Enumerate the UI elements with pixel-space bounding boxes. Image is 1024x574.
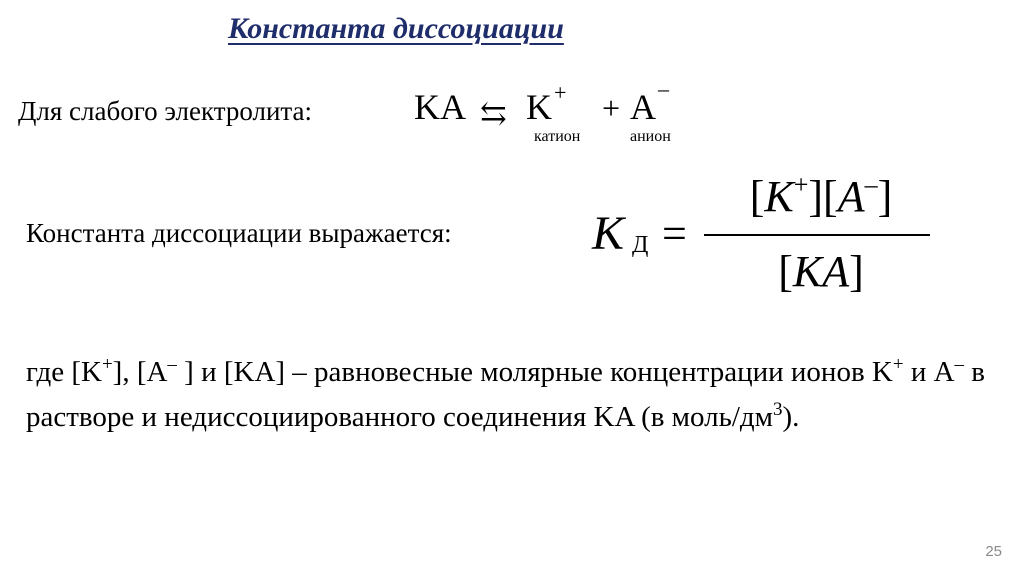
- anion-label: анион: [630, 128, 671, 145]
- page-number: 25: [985, 543, 1002, 560]
- equilibrium-arrow-icon: ⇆: [480, 95, 507, 131]
- slide-title: Константа диссоциации: [228, 12, 564, 45]
- anion-charge: –: [658, 76, 669, 101]
- cation-charge: +: [554, 80, 567, 105]
- equals-sign: =: [662, 209, 687, 258]
- constant-symbol: K: [592, 207, 625, 260]
- plus-sign: +: [602, 90, 621, 126]
- constant-subscript: Д: [632, 232, 649, 258]
- cation-label: катион: [534, 128, 581, 145]
- anion-symbol: A: [630, 87, 656, 127]
- description-paragraph: где [K+], [A– ] и [KA] – равновесные молярные концентрации ионов K+ и A– в растворе и недиссоциированного соединения KA (в моль/$дм^3$).: [26, 354, 985, 433]
- constant-expression-label: Константа диссоциации выражается:: [26, 218, 452, 248]
- dissociation-constant-formula: [592, 170, 942, 310]
- weak-electrolyte-label: Для слабого электролита:: [18, 96, 313, 126]
- fraction-numerator: [K+][A–]: [749, 170, 893, 221]
- fraction-bar: [704, 234, 930, 236]
- reactant-ka: KA: [414, 87, 466, 127]
- cation-symbol: K: [526, 87, 552, 127]
- fraction-denominator: [KA]: [778, 247, 864, 296]
